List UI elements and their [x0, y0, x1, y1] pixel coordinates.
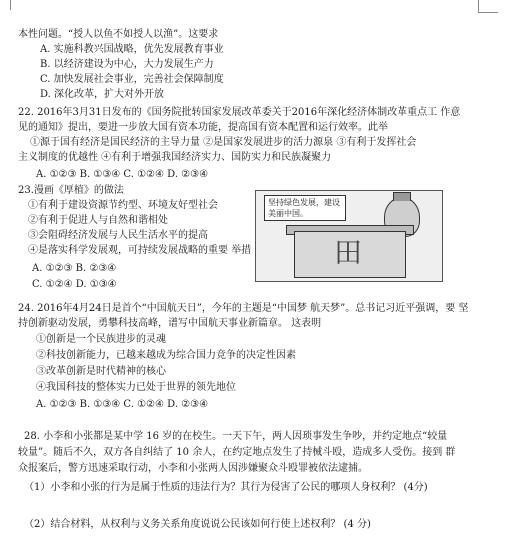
statement: ②有利于促进人与自然和谐相处 — [28, 215, 168, 226]
question-22: 22. 2016年3月31日发布的《国务院批转国家发展改革委关于2016年深化经济体制改革重点工 作意 — [18, 107, 461, 118]
crop-mark-top-right-h — [478, 12, 498, 13]
question-28: 28. 小李和小张都是某中学 16 岁的在校生。一天下午，两人因琐事发生争吵，并约定地点“较量 — [24, 431, 448, 442]
statement: ②科技创新能力，已越来越成为综合国力竞争的决定性因素 — [36, 350, 296, 361]
text-line: 较量”。随后不久，双方各自纠结了 10 余人，在约定地点发生了持械斗殴，造成多人受伤。接到 群 — [18, 447, 456, 458]
option-d: D. 深化改革，扩大对外开放 — [40, 89, 165, 100]
text-line: 本性问题。“授人以鱼不如授人以渔”。这要求 — [18, 29, 219, 40]
text-line: 众报案后，警方迅速采取行动，小李和小张两人因涉嫌聚众斗殴罪被依法逮捕。 — [18, 463, 368, 474]
option-a: A. 实施科教兴国战略，优先发展教育事业 — [40, 44, 224, 55]
text-line: 主义制度的优越性 ④有利于增强我国经济实力、国防实力和民族凝聚力 — [18, 152, 332, 163]
sub-question-1: （1）小李和小张的行为是属于性质的违法行为？其行为侵害了公民的哪项人身权利？ (4分) — [24, 482, 428, 493]
question-24: 24. 2016年4月24日是首个“中国航天日”，今年的主题是“中国梦 航天梦”。总书记习近平强调，要 坚 — [18, 303, 469, 314]
statement: ③会阻碍经济发展与人民生活水平的提高 — [28, 230, 208, 241]
text-line: 见的通知》提出，要进一步放大国有资本功能，提高国有资本配置和运行效率。此举 — [18, 122, 388, 133]
answer-options: A. ①②③ B. ①③④ C. ①②④ D. ②③④ — [36, 399, 209, 410]
crop-mark-top-left — [10, 0, 11, 10]
question-23: 23.漫画《厚植》的做法 — [18, 185, 124, 196]
option-b: B. 以经济建设为中心，大力发展生产力 — [40, 59, 214, 70]
sub-question-2: （2）结合材料，从权利与义务关系角度说说公民该如何行使上述权利？ (4 分) — [24, 519, 371, 530]
answer-options: A. ①②③ B. ②③④ — [32, 263, 117, 274]
text-line: 持创新驱动发展，勇攀科技高峰，谱写中国航天事业新篇章。 这表明 — [18, 318, 322, 329]
answer-options: A. ①②③ B. ①③④ C. ①②④ D. ②③④ — [36, 169, 209, 180]
statement: ④我国科技的整体实力已处于世界的领先地位 — [36, 382, 236, 393]
cartoon-building-char: 田 — [334, 236, 363, 269]
text-line: ①源于国有经济是国民经济的主导力量 ②是国家发展进步的活力源泉 ③有利于发挥社会 — [30, 137, 417, 148]
statement: ①有利于建设资源节约型、环境友好型社会 — [28, 200, 218, 211]
option-c: C. 加快发展社会事业，完善社会保障制度 — [40, 74, 224, 85]
statement: ③改革创新是时代精神的核心 — [36, 366, 166, 377]
answer-options: C. ①②④ D. ①③④ — [32, 279, 117, 290]
statement: ④是落实科学发展观，可持续发展战略的重要 举措 — [28, 245, 252, 256]
statement: ①创新是一个民族进步的灵魂 — [36, 334, 166, 345]
cartoon-speech-bubble: 坚持绿色发展，建设美丽中国。 — [264, 195, 346, 221]
crop-mark-top-right — [478, 0, 479, 12]
cartoon-image — [255, 190, 443, 282]
